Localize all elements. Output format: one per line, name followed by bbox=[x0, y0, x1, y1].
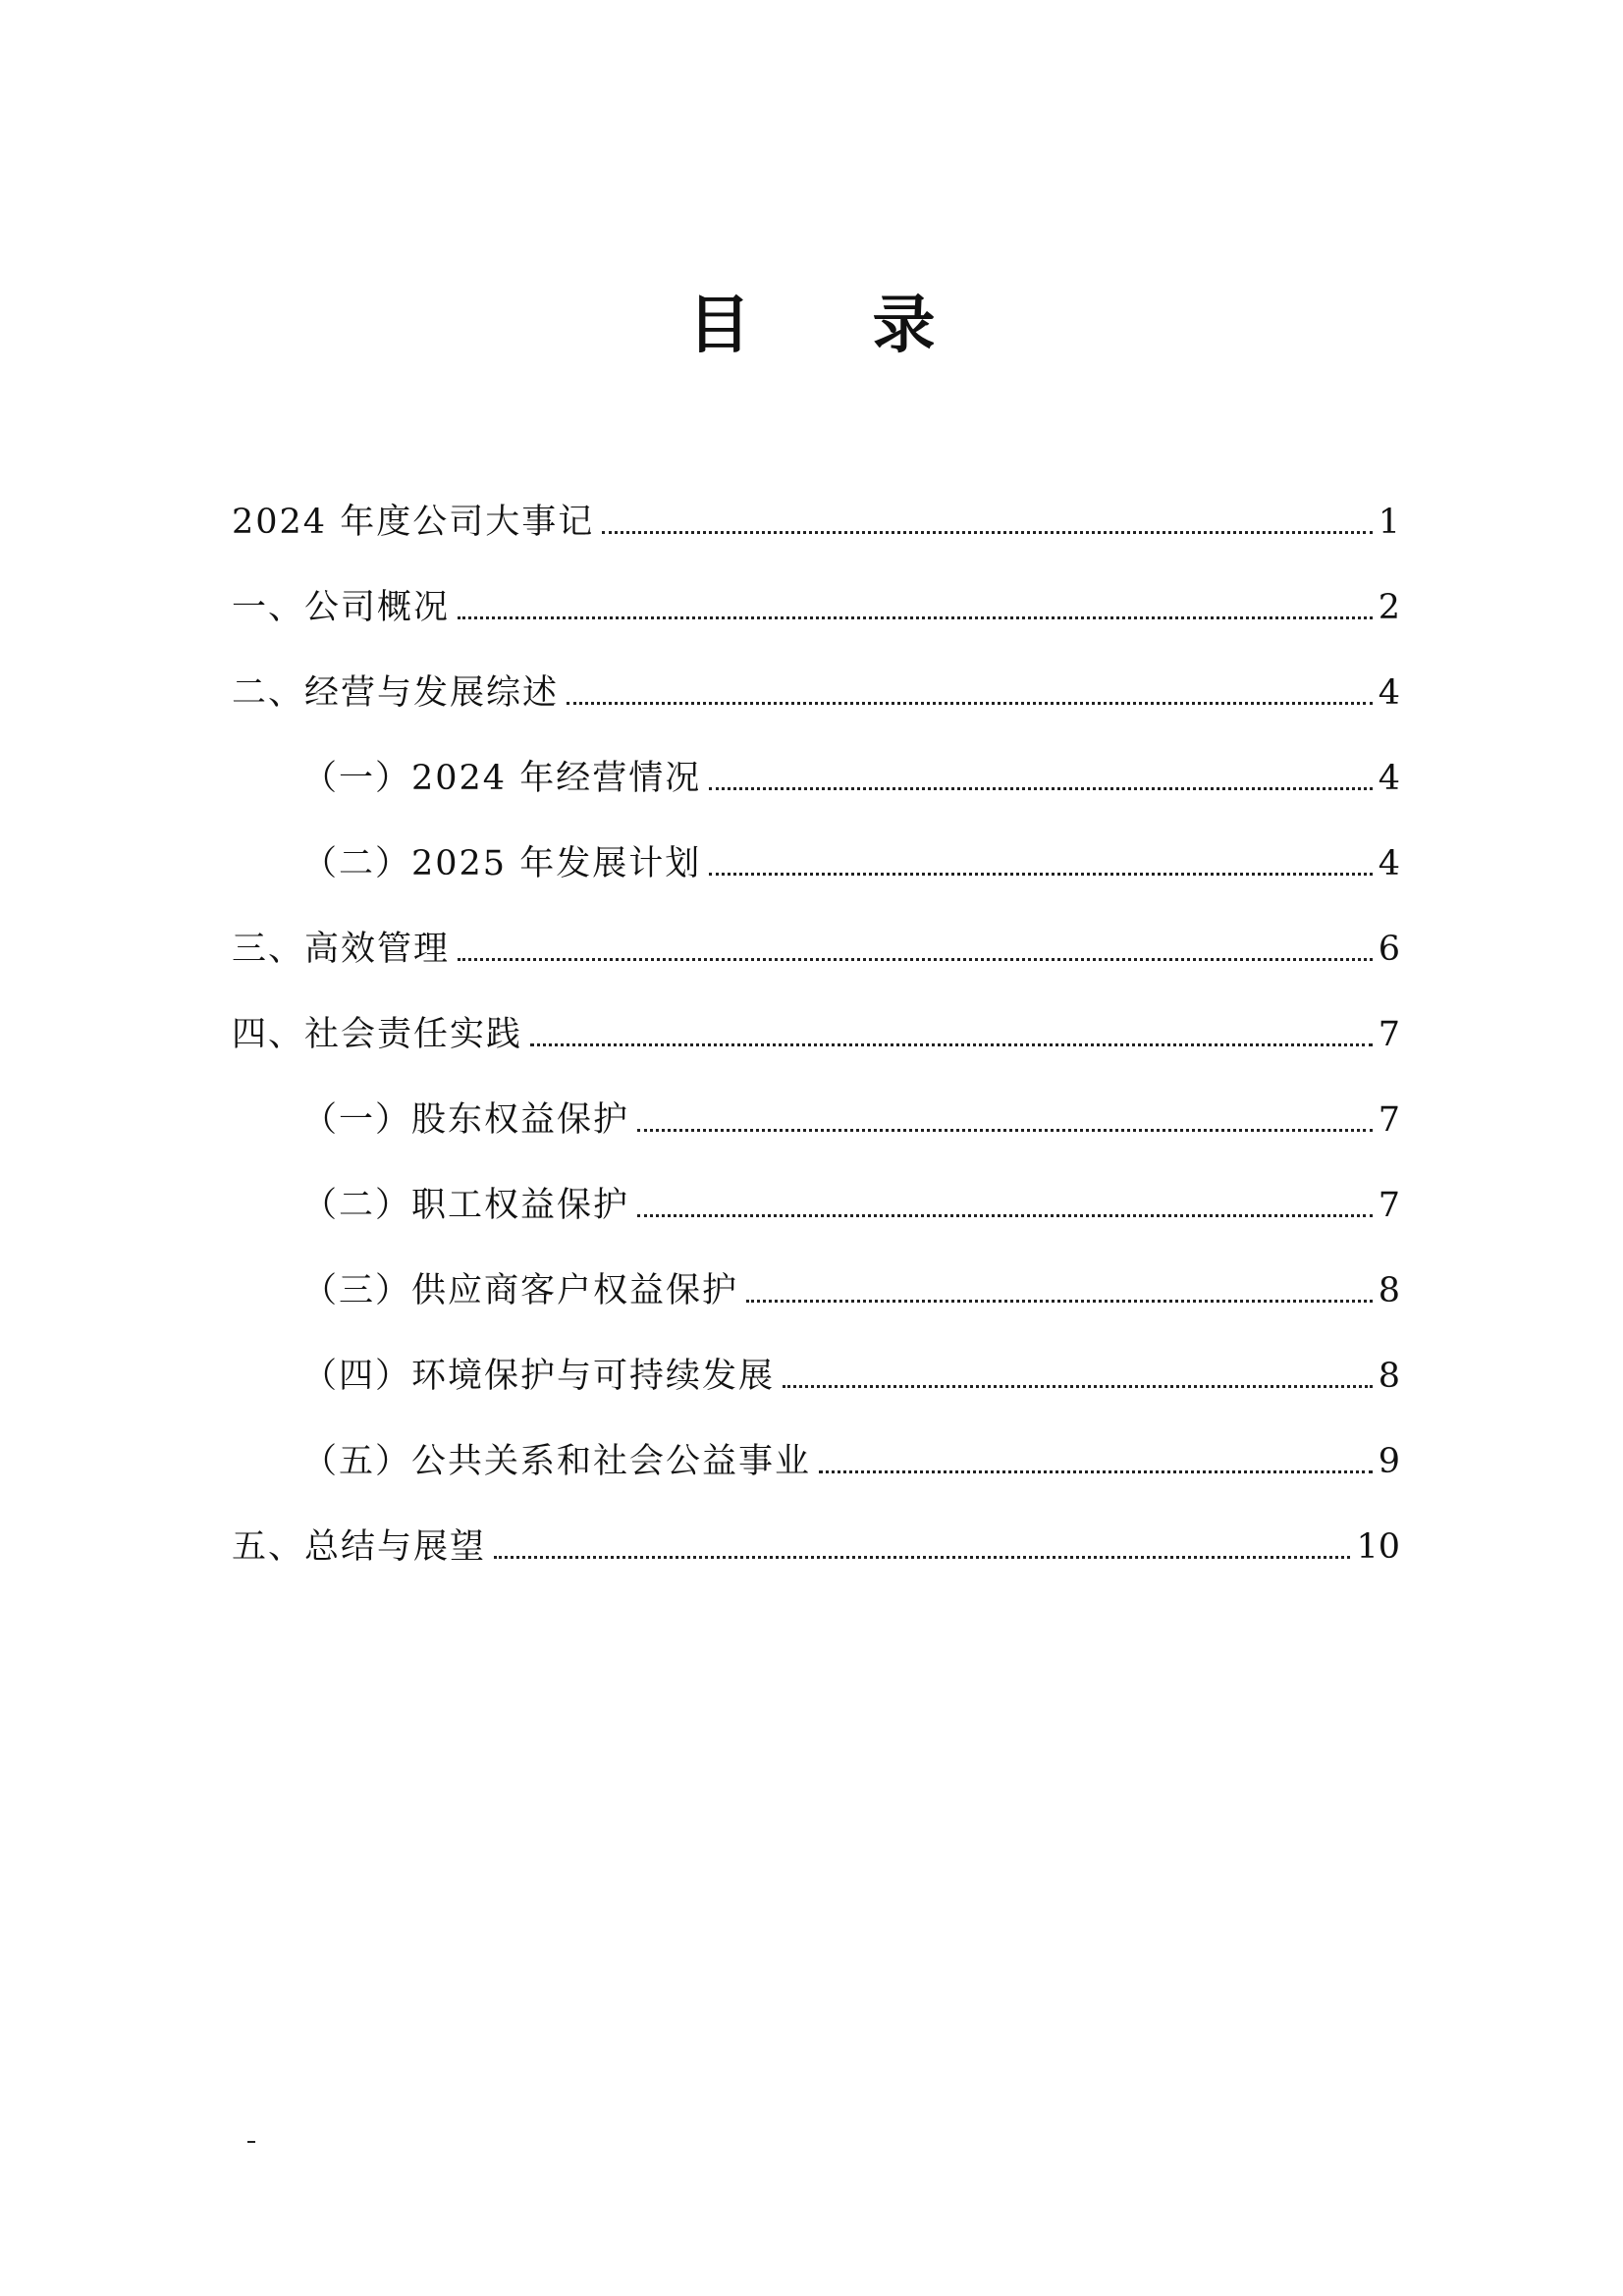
toc-entry-label: （一）股东权益保护 bbox=[302, 1099, 630, 1140]
footer-mark bbox=[247, 2141, 255, 2143]
toc-entry-page: 7 bbox=[1378, 1185, 1400, 1225]
toc-entry-label: （三）供应商客户权益保护 bbox=[302, 1270, 739, 1310]
toc-leader-dots bbox=[567, 671, 1373, 715]
toc-leader-dots bbox=[783, 1355, 1373, 1398]
toc-leader-dots bbox=[709, 842, 1373, 885]
toc-subentry[interactable] bbox=[232, 1418, 1400, 1504]
toc-subentry[interactable] bbox=[232, 735, 1400, 821]
toc-entry-label: 一、公司概况 bbox=[232, 587, 451, 627]
toc-entry-label: （四）环境保护与可持续发展 bbox=[302, 1356, 776, 1396]
toc-title bbox=[0, 287, 1623, 365]
toc-entry-label: 三、高效管理 bbox=[232, 929, 451, 969]
toc-subentry[interactable] bbox=[232, 1162, 1400, 1248]
toc-entry-page: 9 bbox=[1378, 1441, 1400, 1481]
toc-entry-page: 10 bbox=[1356, 1526, 1400, 1567]
toc-title-char: 目 bbox=[687, 289, 751, 362]
toc-entry-label: 四、社会责任实践 bbox=[232, 1014, 523, 1054]
toc-entry-label: 2024 年度公司大事记 bbox=[232, 502, 595, 542]
table-of-contents bbox=[232, 479, 1400, 1589]
toc-leader-dots bbox=[494, 1525, 1350, 1569]
toc-entry[interactable] bbox=[232, 564, 1400, 650]
toc-subentry[interactable] bbox=[232, 1077, 1400, 1162]
toc-leader-dots bbox=[458, 928, 1373, 971]
toc-entry-page: 6 bbox=[1378, 929, 1400, 969]
toc-entry-page: 7 bbox=[1378, 1099, 1400, 1140]
toc-leader-dots bbox=[637, 1184, 1373, 1227]
toc-entry-page: 8 bbox=[1378, 1356, 1400, 1396]
toc-entry[interactable] bbox=[232, 650, 1400, 735]
toc-entry-page: 4 bbox=[1378, 758, 1400, 798]
toc-entry[interactable] bbox=[232, 479, 1400, 564]
toc-subentry[interactable] bbox=[232, 1333, 1400, 1418]
toc-leader-dots bbox=[746, 1269, 1373, 1312]
toc-entry-page: 4 bbox=[1378, 672, 1400, 713]
toc-leader-dots bbox=[530, 1013, 1373, 1056]
toc-entry-page: 2 bbox=[1378, 587, 1400, 627]
toc-entry-label: 五、总结与展望 bbox=[232, 1526, 487, 1567]
toc-entry-label: （一）2024 年经营情况 bbox=[302, 758, 702, 798]
toc-title-char: 录 bbox=[872, 289, 936, 362]
toc-leader-dots bbox=[602, 501, 1373, 544]
toc-subentry[interactable] bbox=[232, 1248, 1400, 1333]
toc-entry[interactable] bbox=[232, 906, 1400, 991]
toc-leader-dots bbox=[458, 586, 1373, 629]
toc-entry[interactable] bbox=[232, 991, 1400, 1077]
toc-leader-dots bbox=[819, 1440, 1373, 1483]
toc-entry-label: （五）公共关系和社会公益事业 bbox=[302, 1441, 812, 1481]
toc-entry-page: 8 bbox=[1378, 1270, 1400, 1310]
toc-entry-label: （二）2025 年发展计划 bbox=[302, 843, 702, 883]
toc-leader-dots bbox=[637, 1098, 1373, 1142]
toc-subentry[interactable] bbox=[232, 821, 1400, 906]
toc-entry[interactable] bbox=[232, 1504, 1400, 1589]
toc-entry-page: 7 bbox=[1378, 1014, 1400, 1054]
toc-entry-label: （二）职工权益保护 bbox=[302, 1185, 630, 1225]
toc-leader-dots bbox=[709, 757, 1373, 800]
toc-entry-page: 4 bbox=[1378, 843, 1400, 883]
toc-entry-page: 1 bbox=[1378, 502, 1400, 542]
toc-entry-label: 二、经营与发展综述 bbox=[232, 672, 560, 713]
